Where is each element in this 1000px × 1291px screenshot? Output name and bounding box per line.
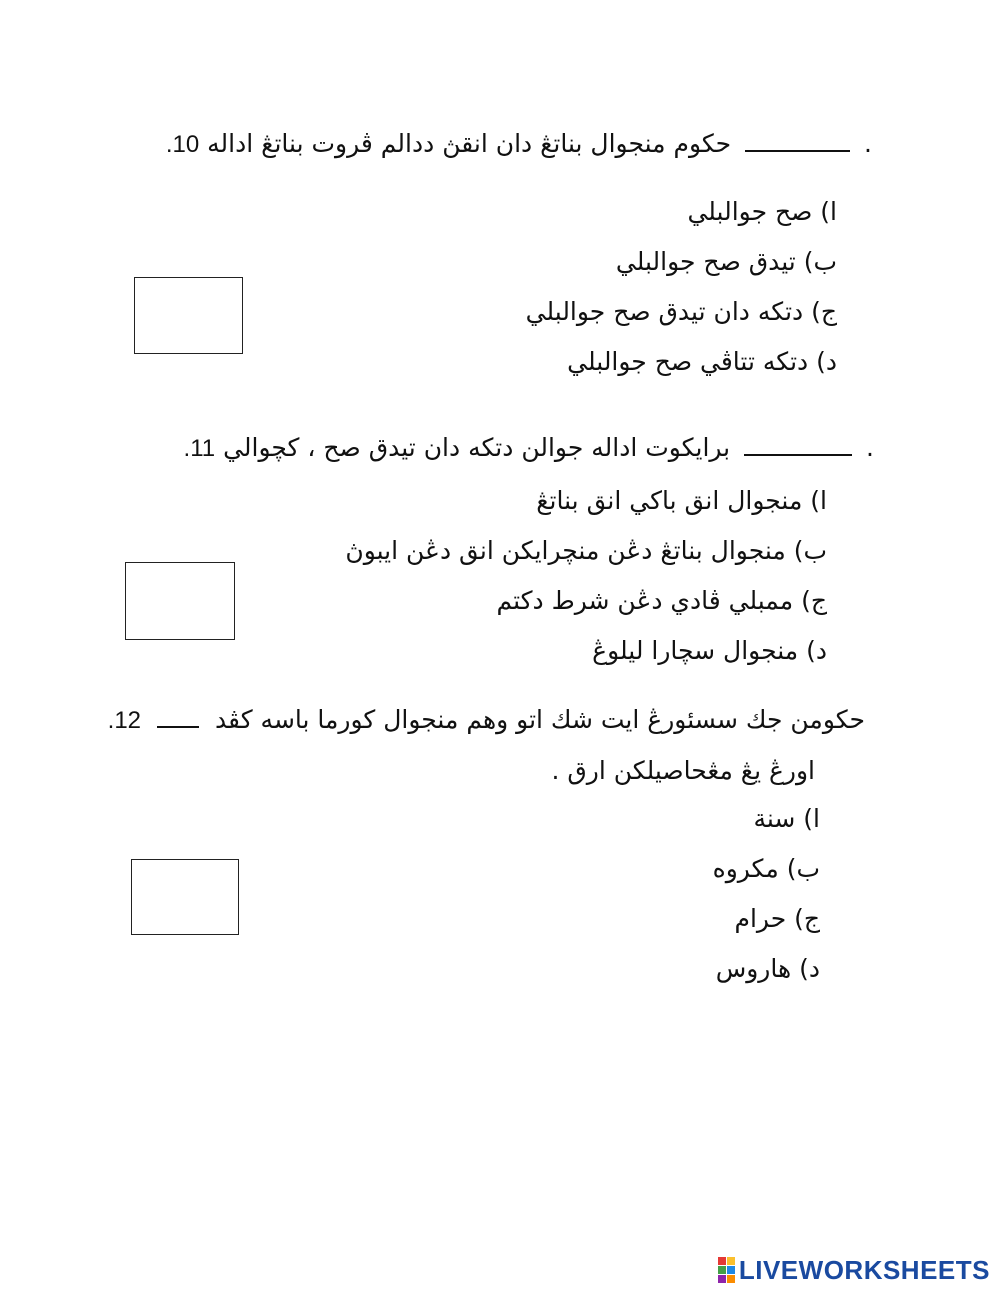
- logo-text: LIVEWORKSHEETS: [738, 1254, 990, 1285]
- question-number: 10.: [165, 131, 200, 158]
- answer-blank: [744, 454, 852, 456]
- question-12-stem: [98, 703, 865, 738]
- question-text: حكومن جك سسئورڠ ايت شك اتو وهم منجوال كورما باسه كڤد: [214, 705, 865, 734]
- question-number: 12.: [107, 707, 142, 734]
- question-end-period: .: [864, 129, 872, 158]
- option-a: ا) منجوال انق باكي انق بناتڠ: [536, 486, 827, 515]
- option-b: ب) مكروه: [712, 854, 820, 883]
- question-11-stem: [184, 431, 874, 466]
- option-c: ج) حرام: [734, 904, 820, 933]
- option-c: ج) ممبلي ڤادي دڠن شرط دكتم: [496, 586, 827, 615]
- option-d: د) هاروس: [715, 954, 820, 983]
- option-d: د) منجوال سچارا ليلوڠ: [592, 636, 827, 665]
- answer-blank: [157, 726, 199, 728]
- answer-box-12[interactable]: [131, 859, 239, 935]
- option-b: ب) تيدق صح جوالبلي: [615, 247, 837, 276]
- answer-box-11[interactable]: [125, 562, 235, 640]
- question-12-stem-line2: اورڠ يڠ مڠحاصيلكن ارق .: [551, 756, 815, 785]
- answer-blank: [745, 150, 850, 152]
- liveworksheets-logo: [718, 1252, 990, 1288]
- option-b: ب) منجوال بناتڠ دڠن منچرايكن انق دڠن ايبوڽ: [345, 536, 827, 565]
- question-number: 11.: [183, 435, 216, 462]
- question-text: برايكوت اداله جوالن دتكه دان تيدق صح ، كچوالي: [223, 433, 731, 462]
- answer-box-10[interactable]: [134, 277, 243, 354]
- option-a: ا) سنة: [753, 804, 820, 833]
- option-a: ا) صح جوالبلي: [687, 197, 837, 226]
- option-d: د) دتكه تتاڤي صح جوالبلي: [567, 347, 837, 376]
- question-text: حكوم منجوال بناتڠ دان انقڽ ددالم ڤروت بناتڠ اداله: [207, 129, 732, 158]
- option-c: ج) دتكه دان تيدق صح جوالبلي: [525, 297, 837, 326]
- question-end-period: .: [866, 433, 874, 462]
- question-10-stem: [166, 127, 872, 162]
- logo-mark-icon: [718, 1257, 735, 1283]
